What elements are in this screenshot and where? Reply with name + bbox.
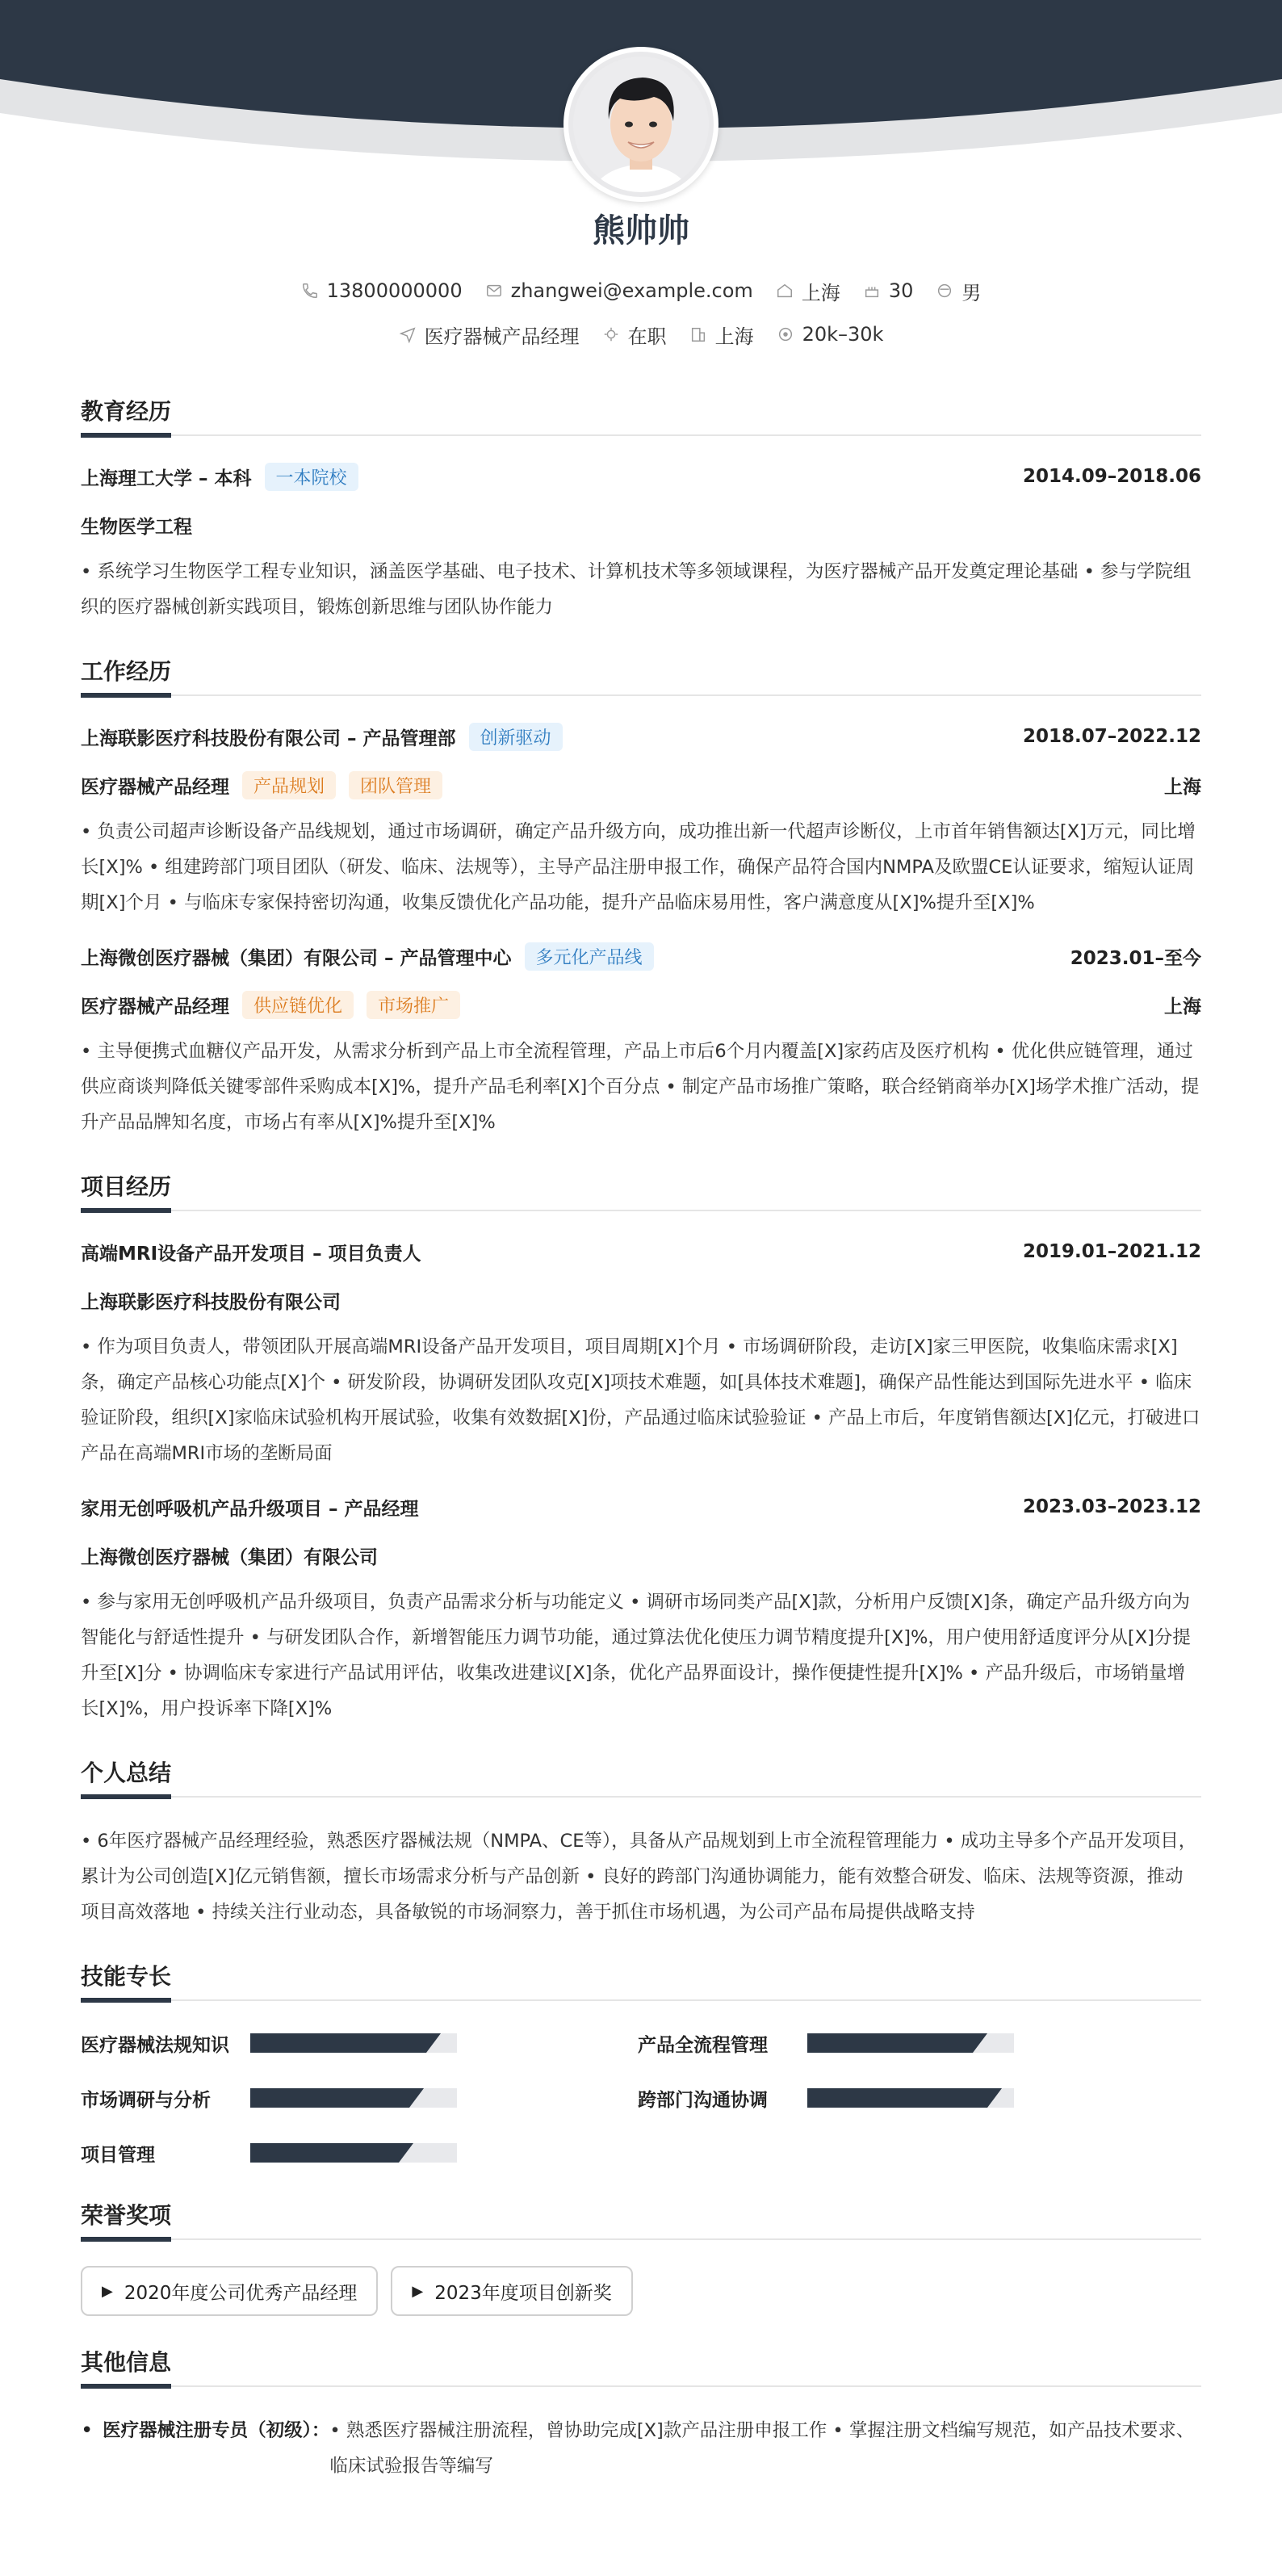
work-desc: • 主导便携式血糖仪产品开发，从需求分析到产品上市全流程管理，产品上市后6个月内覆盖[X]家药店及医疗机构 • 优化供应链管理，通过供应商谈判降低关键零部件采购成本[X]%，提升产品毛利率[X]个百分点 • 制定产品市场推广策略，联合经销商举办[X]场学术推广活动，提升产品品牌知名度，市场占有率从[X]%提升至[X]% (81, 1041, 1200, 1133)
skill-label: 市场调研与分析 (81, 2089, 211, 2111)
skills-grid (81, 2027, 1201, 2169)
project-desc: • 作为项目负责人，带领团队开展高端MRI设备产品开发项目，项目周期[X]个月 • 市场调研阶段，走访[X]家三甲医院，收集临床需求[X]条，确定产品核心功能点[X]个 • 研发阶段，协调研发团队攻克[X]项技术难题，如[具体技术难题]，确保产品性能达到国际先进水平 • 临床验证阶段，组织[X]家临床试验机构开展试验，收集有效数据[X]份，产品通过临床试验验证 • 产品上市后，年度销售额达[X]亿元，打破进口产品在高端MRI市场的垄断局面 (81, 1336, 1200, 1464)
salary-item (777, 323, 884, 346)
education-date: 2014.09–2018.06 (1022, 466, 1201, 487)
location-item (776, 277, 840, 305)
email-icon (485, 282, 503, 300)
gender-icon (936, 282, 953, 300)
project-org: 上海联影医疗科技股份有限公司 (81, 1291, 341, 1313)
project-item (81, 1237, 1201, 1471)
cake-icon (863, 282, 881, 300)
other-text: • 熟悉医疗器械注册流程，曾协助完成[X]款产品注册申报工作 • 掌握注册文档编写规范，如产品技术要求、临床试验报告等编写 (329, 2420, 1195, 2477)
home-icon (776, 282, 794, 300)
project-name: 家用无创呼吸机产品升级项目 – 产品经理 (81, 1498, 419, 1520)
job-role: 医疗器械产品经理 (81, 776, 229, 798)
other-title: 其他信息 (81, 2345, 1201, 2387)
education-desc: • 系统学习生物医学工程专业知识，涵盖医学基础、电子技术、计算机技术等多领域课程，为医疗器械产品开发奠定理论基础 • 参与学院组织的医疗器械创新实践项目，锻炼创新思维与团队协作能力 (81, 561, 1192, 618)
skill-bar (250, 2143, 457, 2163)
phone-icon (301, 282, 319, 300)
work-city: 上海 (1164, 996, 1201, 1017)
avatar (563, 47, 719, 202)
award-text: 2023年度项目创新奖 (434, 2282, 612, 2304)
candidate-name: 熊帅帅 (593, 212, 689, 250)
bullet-icon: • (81, 2419, 94, 2443)
skill-item (81, 2082, 638, 2114)
resume-content (81, 394, 1201, 2484)
contact-info-row (0, 275, 1282, 307)
awards-list (81, 2266, 1201, 2316)
skill-bar-fill (250, 2088, 409, 2108)
major: 生物医学工程 (81, 516, 192, 538)
skill-bar (807, 2088, 1014, 2108)
skill-bar (250, 2033, 457, 2053)
project-date: 2019.01–2021.12 (1022, 1241, 1201, 1262)
status-icon (602, 325, 620, 343)
role-tag: 团队管理 (349, 771, 442, 799)
role-tag: 市场推广 (367, 991, 460, 1019)
projects-title: 项目经历 (81, 1169, 1201, 1211)
skill-label: 项目管理 (81, 2144, 155, 2166)
skill-bar-fill (250, 2033, 426, 2053)
work-item (81, 942, 1201, 1140)
work-city: 上海 (1164, 776, 1201, 798)
work-item (81, 722, 1201, 921)
location-text: 上海 (801, 281, 840, 304)
skill-label: 产品全流程管理 (638, 2034, 768, 2056)
status-text: 在职 (627, 325, 667, 348)
skill-item (638, 2082, 1195, 2114)
email-item (485, 279, 753, 302)
position-text: 医疗器械产品经理 (424, 325, 580, 348)
salary-icon (777, 325, 794, 343)
project-desc: • 参与家用无创呼吸机产品升级项目，负责产品需求分析与功能定义 • 调研市场同类产品[X]款，分析用户反馈[X]条，确定产品升级方向为智能化与舒适性提升 • 与研发团队合作，新增智能压力调节功能，通过算法优化使压力调节精度提升[X]%，用户使用舒适度评分从[X]分提升至[X]分 • 协调临床专家进行产品试用评估，收集改进建议[X]条，优化产品界面设计，操作便捷性提升[X]% • 产品升级后，市场销量增长[X]%，用户投诉率下降[X]% (81, 1592, 1191, 1719)
job-info-row (0, 318, 1282, 350)
email-text: zhangwei@example.com (510, 279, 753, 302)
work-date: 2023.01–至今 (1070, 947, 1201, 969)
skill-item (81, 2027, 638, 2059)
school-name: 上海理工大学 – 本科 (81, 468, 252, 489)
role-tag: 供应链优化 (242, 991, 354, 1019)
summary-title: 个人总结 (81, 1756, 1201, 1798)
work-date: 2018.07–2022.12 (1022, 726, 1201, 747)
company-name: 上海联影医疗科技股份有限公司 – 产品管理部 (81, 728, 456, 749)
phone-text: 13800000000 (326, 279, 463, 302)
skill-item (638, 2027, 1195, 2059)
company-name: 上海微创医疗器械（集团）有限公司 – 产品管理中心 (81, 947, 512, 969)
skill-item (81, 2137, 638, 2169)
award-badge (391, 2266, 632, 2316)
salary-text: 20k–30k (802, 323, 884, 346)
status-item (602, 321, 667, 349)
age-item (863, 279, 914, 302)
work-title: 工作经历 (81, 654, 1201, 696)
company-tag: 多元化产品线 (525, 942, 654, 971)
skill-bar-fill (250, 2143, 399, 2163)
skill-bar-fill (807, 2088, 987, 2108)
other-item (81, 2413, 1201, 2484)
gender-item (936, 277, 981, 305)
send-icon (399, 325, 417, 343)
skill-label: 医疗器械法规知识 (81, 2034, 229, 2056)
awards-title: 荣誉奖项 (81, 2198, 1201, 2240)
skill-label: 跨部门沟通协调 (638, 2089, 768, 2111)
education-title: 教育经历 (81, 394, 1201, 436)
skills-title: 技能专长 (81, 1959, 1201, 2001)
award-badge (81, 2266, 378, 2316)
project-date: 2023.03–2023.12 (1022, 1496, 1201, 1517)
position-item (399, 321, 580, 349)
other-label: 医疗器械注册专员（初级）： (103, 2420, 330, 2441)
phone-item (301, 279, 463, 302)
award-text: 2020年度公司优秀产品经理 (124, 2282, 358, 2304)
summary-text: • 6年医疗器械产品经理经验，熟悉医疗器械法规（NMPA、CE等），具备从产品规划到上市全流程管理能力 • 成功主导多个产品开发项目，累计为公司创造[X]亿元销售额，擅长市场需求分析与产品创新 • 良好的跨部门沟通协调能力，能有效整合研发、临床、法规等资源，推动项目高效落地 • 持续关注行业动态，具备敏锐的市场洞察力，善于抓住市场机遇，为公司产品布局提供战略支持 (81, 1831, 1197, 1923)
age-text: 30 (888, 279, 914, 302)
skill-bar-fill (807, 2033, 973, 2053)
education-item (81, 462, 1201, 625)
company-tag: 创新驱动 (469, 723, 563, 751)
project-name: 高端MRI设备产品开发项目 – 项目负责人 (81, 1243, 421, 1265)
skill-bar (807, 2033, 1014, 2053)
role-tag: 产品规划 (242, 771, 336, 799)
job-role: 医疗器械产品经理 (81, 996, 229, 1017)
school-tag: 一本院校 (265, 463, 358, 491)
play-icon: ▶ (412, 2282, 424, 2300)
skill-bar (250, 2088, 457, 2108)
work-desc: • 负责公司超声诊断设备产品线规划，通过市场调研，确定产品升级方向，成功推出新一代超声诊断仪，上市首年销售额达[X]万元，同比增长[X]% • 组建跨部门项目团队（研发、临床、法规等），主导产品注册申报工作，确保产品符合国内NMPA及欧盟CE认证要求，缩短认证周期[X]个月 • 与临床专家保持密切沟通，收集反馈优化产品功能，提升产品临床易用性，客户满意度从[X]%提升至[X]% (81, 821, 1196, 913)
gender-text: 男 (962, 281, 982, 304)
building-icon (689, 325, 707, 343)
target-city-item (689, 321, 754, 349)
project-item (81, 1492, 1201, 1726)
target-city-text: 上海 (714, 325, 754, 348)
project-org: 上海微创医疗器械（集团）有限公司 (81, 1546, 378, 1568)
play-icon: ▶ (102, 2282, 113, 2300)
